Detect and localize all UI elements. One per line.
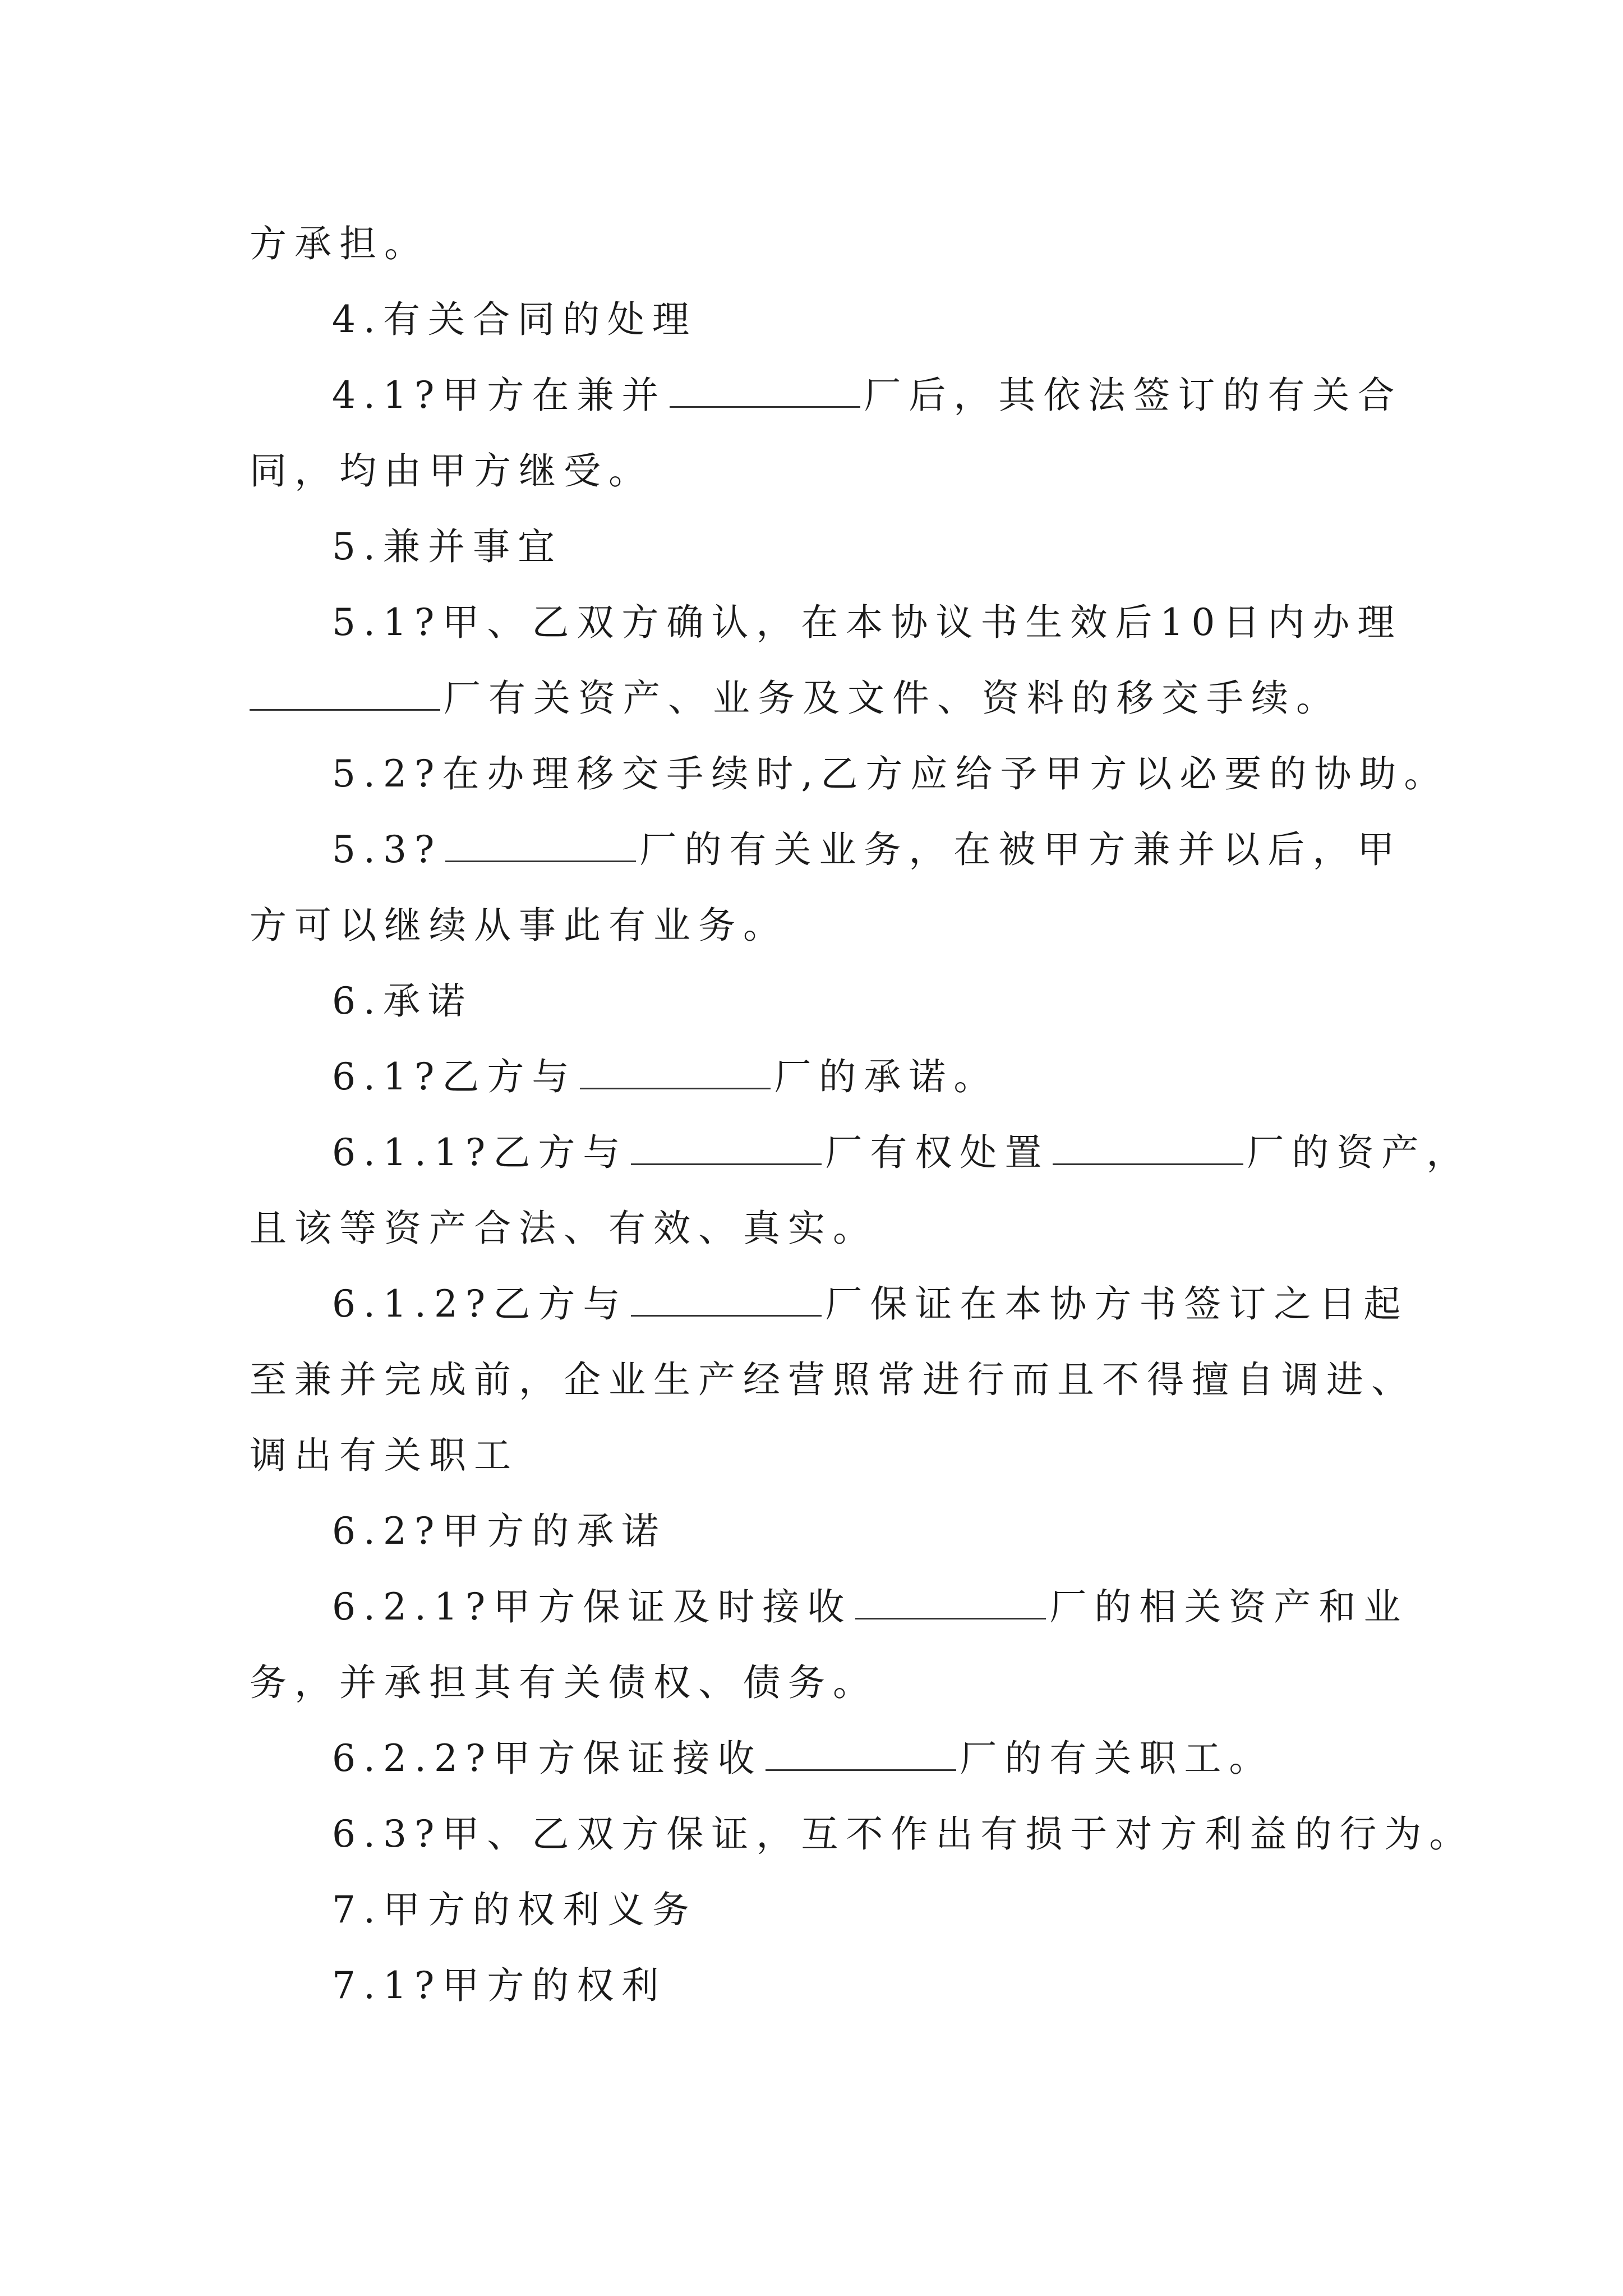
line-text: 同，均由甲方继受。 (250, 449, 653, 493)
line-text: 5.3? (332, 828, 442, 871)
line-text: 至兼并完成前，企业生产经营照常进行而且不得擅自调进、 (250, 1358, 1416, 1401)
text-line (250, 222, 429, 266)
fill-in-blank (631, 1134, 822, 1165)
line-text: 6.承诺 (332, 979, 473, 1023)
text-line (250, 1358, 1416, 1402)
fill-in-blank (1053, 1134, 1243, 1165)
line-text: 厂有关资产、业务及文件、资料的移交手续。 (444, 677, 1341, 720)
line-text: 厂保证在本协方书签订之日起 (825, 1282, 1409, 1326)
line-text: 厂的承诺。 (774, 1055, 999, 1098)
fill-in-blank (766, 1740, 956, 1771)
fill-in-blank (250, 680, 440, 711)
fill-in-blank (670, 377, 860, 408)
line-text: 7.1?甲方的权利 (332, 1964, 667, 2007)
clause-line (332, 1812, 1474, 1857)
line-text: 6.2.2?甲方保证接收 (332, 1737, 763, 1780)
text-line (250, 1660, 878, 1705)
line-text: 5.2?在办理移交手续时,乙方应给予甲方以必要的协助。 (332, 752, 1449, 795)
section-heading (332, 297, 697, 342)
text-line (250, 449, 653, 494)
line-text: 厂有权处置 (825, 1131, 1050, 1174)
line-text: 厂的资产， (1247, 1131, 1472, 1174)
line-text: 且该等资产合法、有效、真实。 (250, 1207, 878, 1250)
line-text: 4.有关合同的处理 (332, 298, 697, 341)
clause-line (332, 1585, 1408, 1630)
section-heading (332, 524, 562, 569)
line-text: 6.2.1?甲方保证及时接收 (332, 1585, 852, 1628)
text-line (250, 676, 1341, 721)
clause-line (332, 752, 1449, 797)
fill-in-blank (855, 1589, 1046, 1619)
clause-line (332, 1509, 666, 1554)
fill-in-blank (580, 1059, 771, 1089)
line-text: 厂的有关职工。 (960, 1737, 1274, 1780)
line-text: 6.2?甲方的承诺 (332, 1510, 667, 1553)
clause-line (332, 373, 1402, 418)
line-text: 4.1?甲方在兼并 (332, 374, 667, 417)
fill-in-blank (631, 1286, 822, 1317)
line-text: 厂的有关业务，在被甲方兼并以后，甲 (639, 828, 1403, 871)
line-text: 6.1.2?乙方与 (332, 1282, 628, 1326)
line-text: 6.1.1?乙方与 (332, 1131, 628, 1174)
clause-line (332, 827, 1402, 872)
text-line (250, 903, 788, 948)
clause-line (332, 1736, 1274, 1781)
clause-line (332, 1055, 998, 1099)
line-text: 6.1?乙方与 (332, 1055, 577, 1098)
clause-line (332, 1282, 1408, 1327)
fill-in-blank (445, 831, 636, 862)
clause-line (332, 1130, 1471, 1175)
section-heading (332, 1888, 697, 1932)
text-line (250, 1433, 519, 1478)
line-text: 5.兼并事宜 (332, 525, 562, 568)
section-heading (332, 979, 473, 1024)
line-text: 务，并承担其有关债权、债务。 (250, 1661, 878, 1704)
clause-line (332, 600, 1402, 645)
line-text: 厂的相关资产和业 (1049, 1585, 1409, 1628)
clause-line (332, 1963, 666, 2008)
line-text: 厂后，其依法签订的有关合 (864, 374, 1403, 417)
line-text: 方承担。 (250, 222, 429, 265)
text-line (250, 1206, 878, 1251)
line-text: 7.甲方的权利义务 (332, 1888, 697, 1931)
line-text: 6.3?甲、乙双方保证，互不作出有损于对方利益的行为。 (332, 1812, 1474, 1856)
line-text: 调出有关职工 (250, 1434, 519, 1477)
line-text: 方可以继续从事此有业务。 (250, 904, 788, 947)
line-text: 5.1?甲、乙双方确认，在本协议书生效后10日内办理 (332, 601, 1403, 644)
